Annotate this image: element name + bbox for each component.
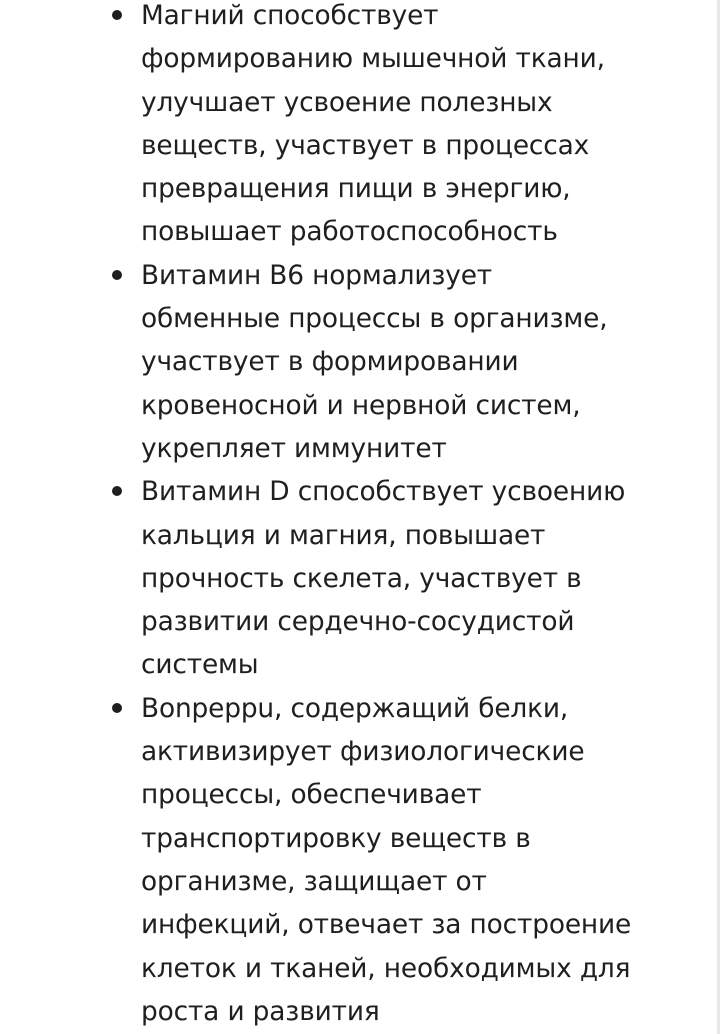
list-item-line: повышает работоспособность — [141, 216, 558, 248]
bullet-icon — [112, 270, 122, 280]
list-item-line: Магний способствует — [141, 0, 439, 31]
bullet-icon — [112, 703, 122, 713]
list-item-vitamin-b6 — [108, 254, 668, 470]
list-item-bonpeppu — [108, 687, 668, 1033]
list-item-line: Bonpeppu, содержащий белки, — [141, 692, 569, 724]
bullet-icon — [112, 486, 122, 496]
list-item-magnesium — [108, 0, 668, 254]
list-item-line: активизирует физиологические — [141, 736, 585, 768]
list-item-line: формированию мышечной ткани, — [141, 43, 605, 75]
list-item-line: развитии сердечно-сосудистой — [141, 606, 575, 638]
list-item-line: процессы, обеспечивает — [141, 779, 482, 811]
benefits-list — [108, 0, 668, 1033]
list-item-line: транспортировку веществ в — [141, 822, 531, 854]
list-item-line: инфекций, отвечает за построение — [141, 909, 632, 941]
list-item-line: клеток и тканей, необходимых для — [141, 952, 631, 984]
list-item-line: кальция и магния, повышает — [141, 519, 546, 551]
list-item-line: прочность скелета, участвует в — [141, 562, 582, 594]
list-item-line: веществ, участвует в процессах — [141, 129, 590, 161]
list-item-line: укрепляет иммунитет — [141, 432, 447, 464]
list-item-line: превращения пищи в энергию, — [141, 173, 571, 205]
bullet-icon — [112, 10, 122, 20]
list-item-line: Витамин В6 нормализует — [141, 259, 493, 291]
list-item-line: организме, защищает от — [141, 865, 487, 897]
list-item-line: улучшает усвоение полезных — [141, 86, 553, 118]
list-item-line: системы — [141, 649, 259, 681]
list-item-line: роста и развития — [141, 995, 380, 1027]
list-item-line: участвует в формировании — [141, 346, 519, 378]
list-item-line: кровеносной и нервной систем, — [141, 389, 581, 421]
list-item-line: обменные процессы в организме, — [141, 303, 608, 335]
list-item-line: Витамин D способствует усвоению — [141, 476, 626, 508]
list-item-vitamin-d — [108, 470, 668, 686]
